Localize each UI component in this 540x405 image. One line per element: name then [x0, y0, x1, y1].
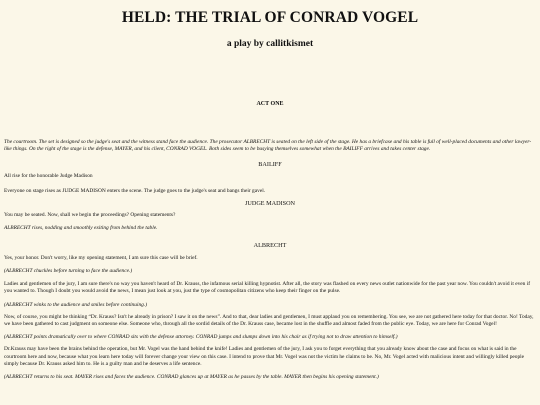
dialogue-line: All rise for the honorable Judge Madison	[4, 172, 93, 179]
speaker-name: ALBRECHT	[253, 241, 287, 249]
stage-direction: The courtroom. The set is designed so the judge's seat and the witness stand face the audience. The prosecutor ALBRECHT is seated on the left side of the stage. He has a briefcase and his table is full of well-placed documents and other lawyer-like things. On the right of the stage is the defense, MAYER, and his client, CONRAD VOGEL. Both sides seem to be busying themselves somewhat when the BAILIFF arrives and takes center stage.	[4, 139, 532, 153]
stage-direction: (ALBRECHT winks to the audience and smiles before continuing.)	[4, 301, 147, 308]
dialogue-line: Dr.Krauss may have been the brains behind the operation, but Mr. Vogel was the hand behind the knife! Ladies and gentlemen of the jury, I ask you to forget everything that you already know about the case and focus on what is said in the courtroom here and now, because what you learn here today will forever change your view on this case. I intend to prove that Mr. Vogel was not the victim he claims to be. No, Mr. Vogel acted with malicious intent and willingly killed people simply because Dr. Krauss asked him to. He is a guilty man and he deserves a life sentence.	[4, 346, 525, 367]
play-subtitle: a play by callitkismet	[226, 39, 314, 49]
dialogue-line: Yes, your honor. Don't worry, like my opening statement, I am sure this case will be brief.	[4, 254, 198, 261]
stage-direction: (ALBRECHT points dramatically over to where CONRAD sits with the defense attorney. CONRAD jumps and slumps down into his chair as if trying not to draw attention to himself.)	[4, 334, 398, 341]
dialogue-line: Ladies and gentlemen of the jury, I am sure there's no way you haven't heard of Dr. Krauss, the infamous serial killing hypnotist. After all, the story was flashed on every news outlet nationwide for the past year now. You couldn't avoid it even if you wanted to. Though I doubt you would avoid the news, I mean just look at you, just the type of cosmopolitan citizens who keep their finger on the pulse.	[4, 281, 531, 295]
dialogue-line: Everyone on stage rises as JUDGE MADISON enters the scene. The judge goes to the judge's seat and bangs their gavel.	[4, 187, 266, 194]
script-body	[4, 139, 536, 381]
act-heading: ACT ONE	[256, 101, 284, 107]
dialogue-line: You may be seated. Now, shall we begin the proceedings? Opening statements?	[4, 212, 176, 219]
stage-direction: (ALBRECHT returns to his seat. MAYER rises and faces the audience. CONRAD glances up at MAYER as he passes by the table. MAYER then begins his opening statement.)	[4, 374, 379, 381]
stage-direction: (ALBRECHT chuckles before turning to face the audience.)	[4, 268, 133, 275]
speaker-name: BAILIFF	[258, 161, 282, 169]
speaker-name: JUDGE MADISON	[244, 200, 296, 208]
play-title: HELD: THE TRIAL OF CONRAD VOGEL	[121, 9, 419, 26]
dialogue-line: Now, of course, you might be thinking “Dr. Krauss? Isn't he already in prison? I saw it on the news”. And to that, dear ladies and gentlemen, I must applaud you on remembering. You see, we are not gathered here today for that doctor. No! Today, we have been gathered to cast judgment on someone else. Someone who, through all the sordid details of the Dr. Krauss case, became lost in the shuffle and almost faded from the public eye. Today, we are here for Conrad Vogel!	[4, 313, 534, 328]
stage-direction: ALBRECHT rises, nodding and smoothly exiting from behind the table.	[4, 225, 158, 232]
